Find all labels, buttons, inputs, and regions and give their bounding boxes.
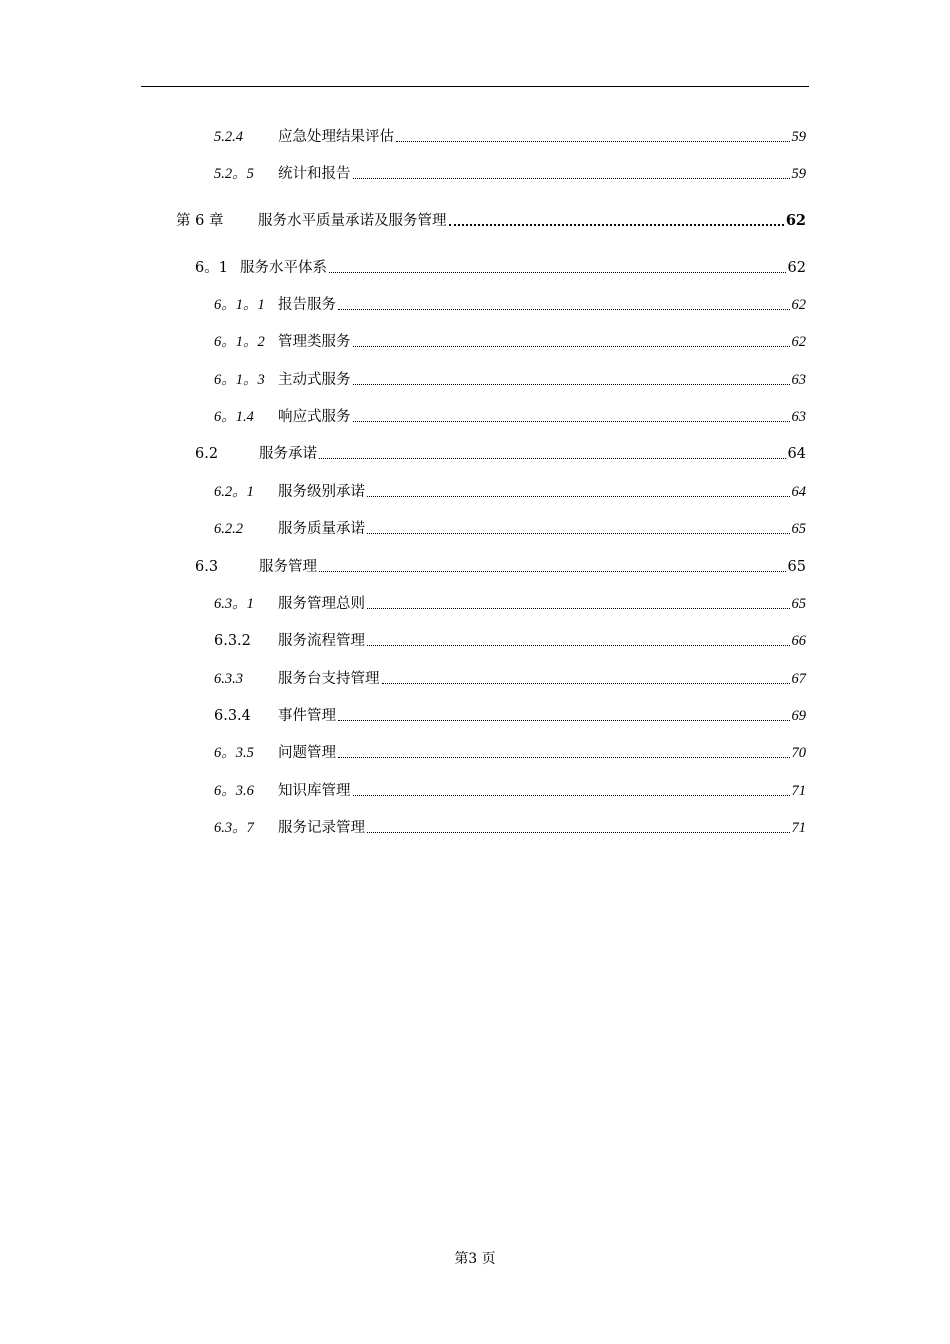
toc-entry-title: 服务承诺 xyxy=(259,446,317,462)
toc-entry-title: 管理类服务 xyxy=(278,334,351,350)
toc-leader xyxy=(353,178,790,179)
toc-entry-title: 服务水平体系 xyxy=(240,260,327,276)
toc-entry-number: 5.2。5 xyxy=(214,166,254,182)
toc-entry-page: 69 xyxy=(791,708,806,724)
toc-entry[interactable] xyxy=(214,628,806,650)
toc-entry-number: 6。1。3 xyxy=(214,372,265,388)
toc-entry-number: 6。1.4 xyxy=(214,409,254,425)
toc-entry-title: 服务管理总则 xyxy=(278,596,365,612)
toc-entry-title: 事件管理 xyxy=(278,708,336,724)
toc-entry[interactable] xyxy=(214,329,806,351)
toc-leader xyxy=(338,757,790,758)
toc-entry-page: 70 xyxy=(791,745,806,761)
toc-entry-number: 第 6 章 xyxy=(176,213,224,229)
toc-entry[interactable] xyxy=(195,255,806,277)
toc-entry-page: 63 xyxy=(791,372,806,388)
toc-entry-number: 6。1。2 xyxy=(214,334,265,350)
toc-entry[interactable] xyxy=(195,441,806,463)
toc-leader xyxy=(396,141,790,142)
toc-entry-number: 6.3.3 xyxy=(214,671,243,687)
toc-leader xyxy=(367,608,790,609)
toc-entry-number: 6。3.5 xyxy=(214,745,254,761)
toc-entry-page: 71 xyxy=(791,783,806,799)
toc-entry-number: 6.3 xyxy=(195,559,219,575)
toc-leader xyxy=(353,795,790,796)
toc-entry-number: 6.3.4 xyxy=(214,708,251,724)
toc-entry[interactable] xyxy=(214,740,806,762)
toc-entry-page: 64 xyxy=(791,484,806,500)
toc-entry-title: 服务记录管理 xyxy=(278,820,365,836)
toc-entry-title: 应急处理结果评估 xyxy=(278,129,394,145)
toc-entry[interactable] xyxy=(214,367,806,389)
toc-leader xyxy=(329,272,786,273)
toc-leader xyxy=(319,458,786,459)
toc-entry[interactable] xyxy=(195,554,806,576)
toc-entry[interactable] xyxy=(214,404,806,426)
toc-entry-number: 6.3.2 xyxy=(214,633,251,649)
toc-entry-page: 64 xyxy=(787,446,806,462)
toc-entry-page: 59 xyxy=(791,166,806,182)
toc-leader xyxy=(319,571,786,572)
toc-entry-number: 6.2.2 xyxy=(214,521,243,537)
toc-entry-title: 响应式服务 xyxy=(278,409,351,425)
toc-entry-title: 服务台支持管理 xyxy=(278,671,380,687)
toc-entry-page: 65 xyxy=(787,559,806,575)
toc-entry-number: 6。3.6 xyxy=(214,783,254,799)
toc-entry-title: 服务级别承诺 xyxy=(278,484,365,500)
toc-entry[interactable] xyxy=(214,815,806,837)
toc-entry-page: 71 xyxy=(791,820,806,836)
toc-entry-page: 65 xyxy=(791,596,806,612)
toc-entry-number: 6.2 xyxy=(195,446,219,462)
toc-entry-page: 67 xyxy=(791,671,806,687)
toc-entry-number: 6。1。1 xyxy=(214,297,265,313)
toc-entry-page: 66 xyxy=(791,633,806,649)
toc-entry-title: 服务管理 xyxy=(259,559,317,575)
toc-leader xyxy=(353,421,790,422)
toc-entry-page: 62 xyxy=(791,297,806,313)
toc-entry-title: 报告服务 xyxy=(278,297,336,313)
toc-entry-number: 6。1 xyxy=(195,260,228,276)
toc-entry-page: 62 xyxy=(785,212,806,229)
toc-entry-page: 65 xyxy=(791,521,806,537)
page-footer: 第3 页 xyxy=(454,1251,496,1267)
toc-leader xyxy=(367,645,790,646)
toc-leader xyxy=(367,533,790,534)
toc-chapter-entry[interactable] xyxy=(176,208,806,230)
toc-entry[interactable] xyxy=(214,778,806,800)
toc-entry[interactable] xyxy=(214,666,806,688)
toc-entry-title: 问题管理 xyxy=(278,745,336,761)
toc-entry-number: 6.3。1 xyxy=(214,596,254,612)
toc-entry-page: 59 xyxy=(791,129,806,145)
toc-entry-page: 63 xyxy=(791,409,806,425)
toc-leader xyxy=(353,346,790,347)
toc-entry[interactable] xyxy=(214,703,806,725)
toc-entry[interactable] xyxy=(214,516,806,538)
toc-leader xyxy=(449,224,784,226)
toc-entry[interactable] xyxy=(214,292,806,314)
toc-leader xyxy=(338,720,790,721)
toc-entry-title: 统计和报告 xyxy=(278,166,351,182)
toc-entry[interactable] xyxy=(214,124,806,146)
toc-leader xyxy=(367,832,790,833)
toc-entry[interactable] xyxy=(214,479,806,501)
toc-entry-number: 6.2。1 xyxy=(214,484,254,500)
toc-entry-title: 服务流程管理 xyxy=(278,633,365,649)
toc-entry-title: 服务水平质量承诺及服务管理 xyxy=(258,213,447,229)
toc-leader xyxy=(338,309,790,310)
toc-entry[interactable] xyxy=(214,591,806,613)
toc-entry-page: 62 xyxy=(791,334,806,350)
toc-leader xyxy=(353,384,790,385)
toc-entry-page: 62 xyxy=(787,260,806,276)
toc-entry-title: 知识库管理 xyxy=(278,783,351,799)
toc-entry-number: 6.3。7 xyxy=(214,820,254,836)
toc-leader xyxy=(367,496,790,497)
toc-entry[interactable] xyxy=(214,161,806,183)
toc-leader xyxy=(382,683,790,684)
toc-entry-title: 服务质量承诺 xyxy=(278,521,365,537)
toc-entry-title: 主动式服务 xyxy=(278,372,351,388)
toc-entry-number: 5.2.4 xyxy=(214,129,243,145)
header-rule xyxy=(141,86,809,87)
